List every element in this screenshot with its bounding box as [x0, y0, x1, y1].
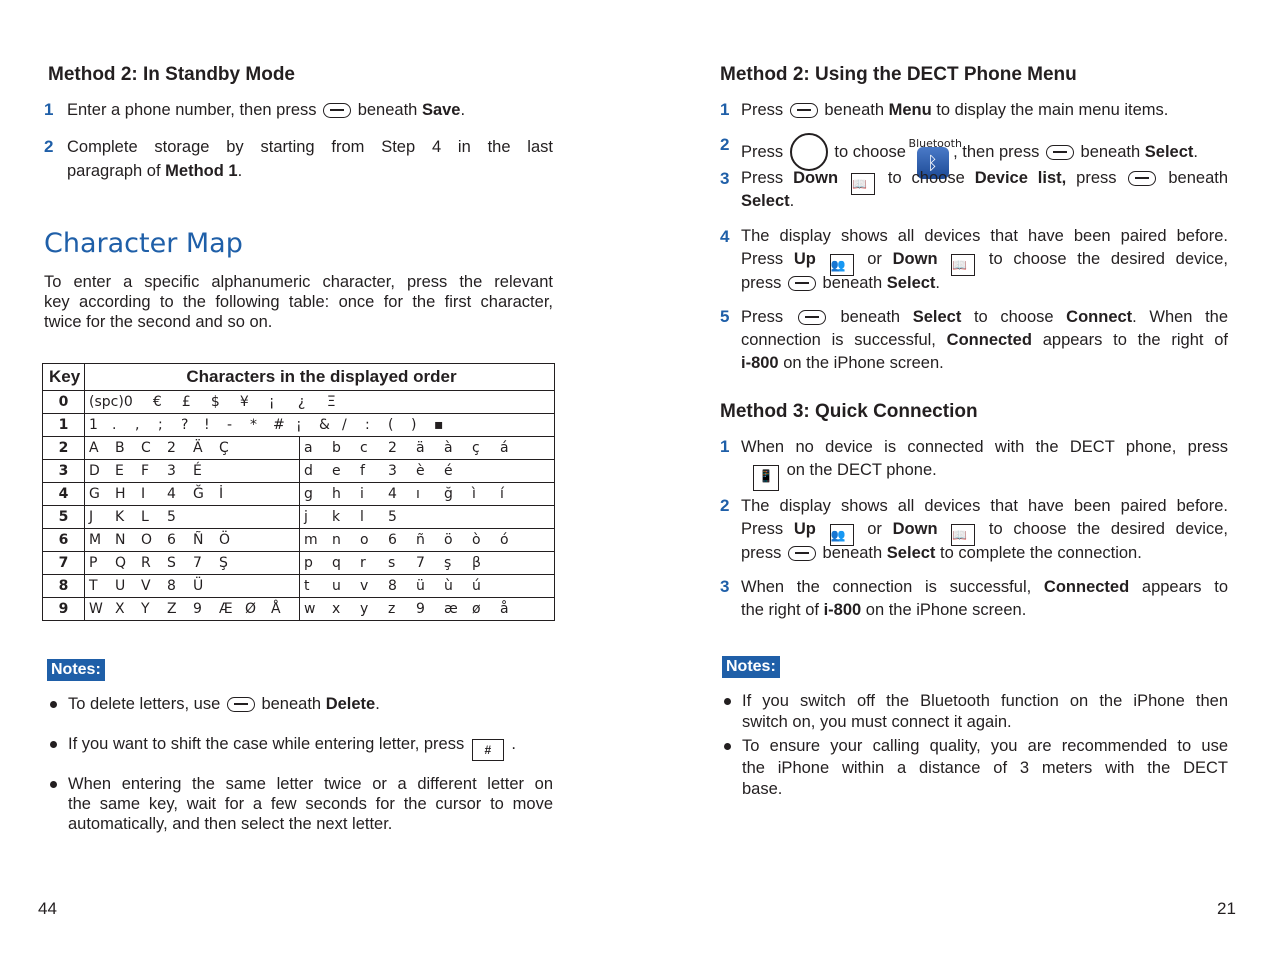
char-glyph: a — [304, 440, 313, 456]
chars-cell — [85, 391, 555, 414]
char-glyph: V — [141, 578, 151, 594]
table-row — [43, 460, 555, 483]
page-number-left: 44 — [38, 899, 57, 918]
char-glyph: I — [141, 486, 146, 502]
r-note-1-line1: If you switch off the Bluetooth function on the iPhone then — [742, 692, 1228, 710]
chars-cell — [85, 552, 300, 575]
key-cell: 5 — [43, 506, 85, 529]
key-cell: 4 — [43, 483, 85, 506]
char-glyph: ı — [416, 486, 420, 502]
char-glyph: Ş — [219, 555, 228, 571]
char-glyph: (spc) — [89, 394, 124, 410]
char-glyph: £ — [181, 394, 191, 410]
key-cell: 8 — [43, 575, 85, 598]
chars-cell — [85, 437, 300, 460]
step-number: 3 — [720, 577, 730, 596]
step-number: 1 — [44, 100, 54, 119]
contacts-key-icon: 👥 — [830, 524, 854, 546]
note-1: To delete letters, use beneath Delete. — [68, 695, 380, 713]
character-map-table — [42, 363, 555, 621]
step-number: 4 — [720, 227, 730, 246]
char-glyph: t — [304, 578, 310, 594]
char-glyph: İ — [219, 486, 224, 502]
mobile-key-icon: 📱 — [753, 465, 779, 491]
char-glyph: w — [304, 601, 316, 617]
char-glyph: ¥ — [239, 394, 249, 410]
char-glyph: 5 — [388, 509, 397, 525]
r-step-5-line1: Press beneath Select to choose Connect. When the — [741, 308, 1229, 326]
char-glyph: d — [304, 463, 313, 479]
char-glyph: , — [135, 417, 140, 433]
note-3-line3: automatically, and then select the next letter. — [68, 815, 393, 833]
section-heading-standby: Method 2: In Standby Mode — [48, 64, 295, 85]
char-glyph: ù — [444, 578, 453, 594]
table-header-key: Key — [43, 364, 85, 391]
table-row — [43, 437, 555, 460]
note-3-line2: the same key, wait for a few seconds for the cursor to move — [68, 795, 553, 813]
table-row — [43, 529, 555, 552]
char-glyph: g — [304, 486, 313, 502]
r-step-5-line3: i-800 on the iPhone screen. — [741, 354, 944, 372]
char-glyph: O — [141, 532, 153, 548]
char-glyph: W — [89, 601, 103, 617]
key-cell: 2 — [43, 437, 85, 460]
char-glyph: ¿ — [297, 394, 306, 410]
qc-step-3-line2: the right of i-800 on the iPhone screen. — [741, 601, 1027, 619]
char-glyph: 2 — [167, 440, 176, 456]
char-glyph: & — [319, 417, 330, 433]
qc-step-3-line1: When the connection is successful, Connected appears to — [741, 578, 1228, 596]
char-glyph: 0 — [123, 394, 133, 410]
chars-cell — [85, 506, 300, 529]
char-glyph: 4 — [167, 486, 176, 502]
char-glyph: ( — [388, 417, 394, 433]
char-glyph: Q — [115, 555, 127, 571]
step-number: 2 — [720, 496, 730, 515]
char-glyph: 8 — [167, 578, 176, 594]
char-glyph: - — [227, 417, 233, 433]
step-number: 1 — [720, 437, 730, 456]
char-glyph: 5 — [167, 509, 176, 525]
key-cell: 9 — [43, 598, 85, 621]
char-glyph: æ — [444, 601, 458, 617]
table-row — [43, 391, 555, 414]
char-glyph: k — [332, 509, 341, 525]
char-glyph: ø — [472, 601, 481, 617]
table-row — [43, 414, 555, 437]
char-glyph: i — [360, 486, 364, 502]
key-cell: 3 — [43, 460, 85, 483]
phonebook-key-icon: 📖 — [851, 173, 875, 195]
notes-label: Notes: — [47, 659, 105, 681]
qc-step-1-line1: When no device is connected with the DECT phone, press — [741, 438, 1228, 456]
qc-step-2-line1: The display shows all devices that have been paired before. — [741, 497, 1228, 515]
char-glyph: M — [89, 532, 102, 548]
chars-cell — [85, 483, 300, 506]
chars-cell — [85, 598, 300, 621]
char-glyph: m — [304, 532, 318, 548]
phonebook-key-icon: 📖 — [951, 524, 975, 546]
char-glyph: H — [115, 486, 126, 502]
char-glyph: Ğ — [193, 486, 204, 502]
char-glyph: ì — [472, 486, 476, 502]
char-glyph: G — [89, 486, 100, 502]
char-glyph: J — [89, 509, 94, 525]
char-glyph: / — [342, 417, 347, 433]
contacts-key-icon: 👥 — [830, 254, 854, 276]
table-row — [43, 598, 555, 621]
char-glyph: P — [89, 555, 98, 571]
bluetooth-icon: Bluetooth ᛒ — [917, 147, 949, 179]
char-glyph: S — [167, 555, 176, 571]
intro-line2: key according to the following table: once for the first character, — [44, 293, 553, 311]
r-step-4-line1: The display shows all devices that have been paired before. — [741, 227, 1228, 245]
step-2-line2: paragraph of Method 1. — [67, 162, 243, 180]
chars-cell — [300, 529, 555, 552]
step-number: 5 — [720, 307, 730, 326]
r-step-5-line2: connection is successful, Connected appears to the right of — [741, 331, 1228, 349]
hash-key-icon: # — [472, 739, 504, 761]
char-glyph: K — [115, 509, 125, 525]
char-glyph: ü — [416, 578, 425, 594]
char-glyph: Ç — [219, 440, 229, 456]
char-glyph: 7 — [193, 555, 202, 571]
bullet — [50, 741, 57, 748]
char-glyph: . — [112, 417, 117, 433]
char-glyph: R — [141, 555, 151, 571]
chars-cell — [300, 575, 555, 598]
char-glyph: ö — [444, 532, 453, 548]
key-cell: 1 — [43, 414, 85, 437]
section-heading-quick-connection: Method 3: Quick Connection — [720, 401, 978, 422]
r-note-2-line1: To ensure your calling quality, you are recommended to use — [742, 737, 1228, 755]
char-glyph: ! — [204, 417, 210, 433]
char-glyph: Ñ — [193, 532, 204, 548]
char-glyph: l — [360, 509, 364, 525]
qc-step-1-line2: 📱 on the DECT phone. — [750, 459, 937, 491]
char-glyph: q — [332, 555, 341, 571]
char-glyph: : — [365, 417, 370, 433]
step-number: 3 — [720, 169, 730, 188]
key-cell: 6 — [43, 529, 85, 552]
char-glyph: ç — [472, 440, 480, 456]
key-cell: 7 — [43, 552, 85, 575]
char-glyph: c — [360, 440, 368, 456]
char-glyph: F — [141, 463, 150, 479]
softkey-icon — [798, 310, 826, 325]
char-glyph: N — [115, 532, 126, 548]
table-row — [43, 506, 555, 529]
char-glyph: è — [416, 463, 425, 479]
char-glyph: ñ — [416, 532, 425, 548]
char-glyph: ¡ — [296, 417, 302, 433]
char-glyph: ò — [472, 532, 481, 548]
chars-cell — [300, 437, 555, 460]
table-row — [43, 552, 555, 575]
r-step-4-line3: press beneath Select. — [741, 274, 941, 292]
chars-cell — [300, 598, 555, 621]
char-glyph: Ö — [219, 532, 231, 548]
char-glyph: # — [273, 417, 285, 433]
char-glyph: € — [152, 394, 162, 410]
char-glyph: Y — [141, 601, 150, 617]
chars-cell — [300, 460, 555, 483]
char-glyph: é — [444, 463, 453, 479]
section-heading-dect-menu: Method 2: Using the DECT Phone Menu — [720, 64, 1077, 85]
char-glyph: 4 — [388, 486, 397, 502]
intro-line1: To enter a specific alphanumeric character, press the relevant — [44, 273, 553, 291]
bullet — [724, 698, 731, 705]
table-row — [43, 575, 555, 598]
char-glyph: L — [141, 509, 149, 525]
page-number-right: 21 — [1217, 899, 1236, 918]
note-3-line1: When entering the same letter twice or a different letter on — [68, 775, 553, 793]
step-2-line1: Complete storage by starting from Step 4 in the last — [67, 138, 553, 156]
chars-cell — [300, 552, 555, 575]
chars-cell — [300, 506, 555, 529]
char-glyph: s — [388, 555, 396, 571]
key-cell: 0 — [43, 391, 85, 414]
r-note-2-line3: base. — [742, 780, 783, 798]
table-header-chars: Characters in the displayed order — [85, 364, 555, 391]
char-glyph: e — [332, 463, 341, 479]
bluetooth-label: Bluetooth — [908, 137, 962, 150]
r-step-1: Press beneath Menu to display the main menu items. — [741, 101, 1169, 119]
char-glyph: p — [304, 555, 313, 571]
note-2: If you want to shift the case while entering letter, press # . — [68, 733, 516, 761]
char-glyph: y — [360, 601, 369, 617]
char-glyph: 6 — [167, 532, 176, 548]
bullet — [50, 701, 57, 708]
char-glyph: 9 — [193, 601, 202, 617]
char-glyph: Ä — [193, 440, 203, 456]
r-step-3-line1: Press Down 📖 to choose Device list, press beneath — [741, 167, 1228, 195]
step-1-text: Enter a phone number, then press beneath Save. — [67, 101, 466, 119]
char-glyph: 1 — [89, 417, 98, 433]
char-glyph: ¡ — [268, 394, 275, 410]
char-glyph: j — [304, 509, 308, 525]
char-glyph: x — [332, 601, 341, 617]
char-glyph: 3 — [388, 463, 397, 479]
char-glyph: 7 — [416, 555, 425, 571]
softkey-icon — [1128, 171, 1156, 186]
char-glyph: í — [500, 486, 504, 502]
chars-cell — [85, 575, 300, 598]
char-glyph: n — [332, 532, 341, 548]
qc-step-2-line3: press beneath Select to complete the connection. — [741, 544, 1142, 562]
softkey-icon — [227, 697, 255, 712]
char-glyph: o — [360, 532, 369, 548]
r-step-4-line2: Press Up 👥 or Down 📖 to choose the desired device, — [741, 248, 1228, 276]
step-number: 1 — [720, 100, 730, 119]
char-glyph: B — [115, 440, 125, 456]
char-glyph: C — [141, 440, 151, 456]
navigation-key-icon — [790, 133, 828, 171]
char-glyph: X — [115, 601, 125, 617]
char-glyph: $ — [210, 394, 220, 410]
char-glyph: E — [115, 463, 124, 479]
char-glyph: z — [388, 601, 396, 617]
char-glyph: ğ — [444, 486, 453, 502]
char-glyph: á — [500, 440, 509, 456]
char-glyph: Ü — [193, 578, 204, 594]
char-glyph: * — [250, 417, 257, 433]
char-glyph: b — [332, 440, 341, 456]
char-glyph: v — [360, 578, 369, 594]
char-glyph: 2 — [388, 440, 397, 456]
notes-label: Notes: — [722, 656, 780, 678]
bullet — [724, 743, 731, 750]
intro-line3: twice for the second and so on. — [44, 313, 273, 331]
char-glyph: r — [360, 555, 366, 571]
chars-cell — [85, 460, 300, 483]
bullet — [50, 781, 57, 788]
char-glyph: Æ — [219, 601, 233, 617]
softkey-icon — [788, 546, 816, 561]
r-step-2: Press to choose Bluetooth ᛒ , then press beneath Select. — [741, 133, 1198, 179]
char-glyph: ? — [181, 417, 189, 433]
char-glyph: ä — [416, 440, 425, 456]
char-glyph: A — [89, 440, 99, 456]
char-glyph: 8 — [388, 578, 397, 594]
char-glyph: T — [89, 578, 98, 594]
step-number: 2 — [44, 137, 54, 156]
char-glyph: 3 — [167, 463, 176, 479]
step-number: 2 — [720, 135, 730, 154]
char-glyph: u — [332, 578, 341, 594]
chars-cell — [300, 483, 555, 506]
char-glyph: ▪ — [434, 417, 444, 433]
softkey-icon — [1046, 145, 1074, 160]
char-glyph: Å — [271, 601, 281, 617]
char-glyph: h — [332, 486, 341, 502]
char-glyph: ú — [472, 578, 481, 594]
char-glyph: D — [89, 463, 100, 479]
softkey-icon — [323, 103, 351, 118]
softkey-icon — [788, 276, 816, 291]
char-glyph: Ø — [245, 601, 257, 617]
r-note-2-line2: the iPhone within a distance of 3 meters with the DECT — [742, 759, 1228, 777]
char-glyph: ; — [158, 417, 163, 433]
char-glyph: ) — [411, 417, 417, 433]
chars-cell — [85, 529, 300, 552]
r-note-1-line2: switch on, you must connect it again. — [742, 713, 1012, 731]
chars-cell — [85, 414, 555, 437]
char-glyph: Z — [167, 601, 177, 617]
char-glyph: Ξ — [326, 394, 336, 410]
table-row — [43, 483, 555, 506]
char-glyph: ş — [444, 555, 452, 571]
r-step-3-line2: Select. — [741, 192, 795, 210]
char-glyph: 6 — [388, 532, 397, 548]
char-glyph: à — [444, 440, 453, 456]
phonebook-key-icon: 📖 — [951, 254, 975, 276]
char-glyph: U — [115, 578, 126, 594]
char-glyph: 9 — [416, 601, 425, 617]
char-glyph: É — [193, 463, 202, 479]
char-glyph: β — [472, 555, 481, 571]
char-glyph: f — [360, 463, 365, 479]
char-glyph: å — [500, 601, 509, 617]
qc-step-2-line2: Press Up 👥 or Down 📖 to choose the desired device, — [741, 518, 1228, 546]
char-glyph: ó — [500, 532, 509, 548]
page-title-character-map: Character Map — [44, 228, 243, 259]
softkey-icon — [790, 103, 818, 118]
